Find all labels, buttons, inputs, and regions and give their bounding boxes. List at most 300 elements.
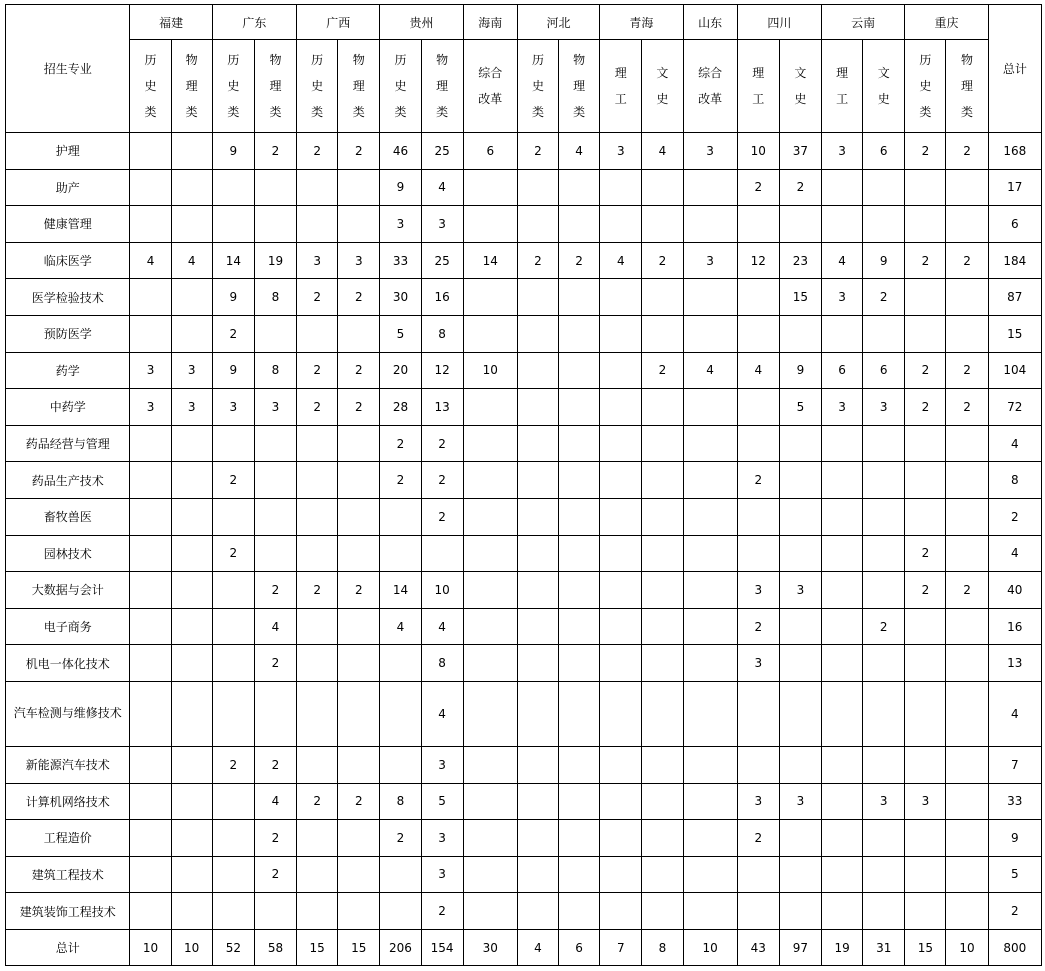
major-name: 大数据与会计 [31, 583, 104, 598]
count-cell [559, 645, 600, 682]
count-cell [171, 856, 212, 893]
count-cell: 3 [905, 783, 946, 820]
count-cell: 4 [683, 352, 737, 389]
count-cell [130, 856, 171, 893]
count-cell [171, 893, 212, 930]
count-cell [600, 169, 642, 206]
count-cell [559, 279, 600, 316]
count-cell [600, 498, 642, 535]
table-row [6, 856, 1042, 893]
count-cell [463, 820, 517, 857]
table-row [6, 681, 1042, 746]
row-total-cell: 33 [988, 783, 1041, 820]
count-cell [822, 746, 863, 783]
count-cell [642, 783, 683, 820]
count-cell [338, 169, 380, 206]
province-header: 福建 [130, 5, 212, 40]
count-cell: 7 [600, 929, 642, 966]
major-cell [6, 746, 130, 783]
table-row [6, 425, 1042, 462]
row-total-cell: 6 [988, 206, 1041, 243]
count-cell: 13 [421, 389, 463, 426]
count-cell [171, 462, 212, 499]
count-cell: 9 [380, 169, 421, 206]
count-cell [254, 681, 296, 746]
count-cell: 3 [683, 133, 737, 170]
count-cell [779, 425, 821, 462]
category-header [171, 40, 212, 133]
count-cell: 2 [380, 820, 421, 857]
count-cell: 15 [338, 929, 380, 966]
count-cell: 15 [779, 279, 821, 316]
table-row [6, 206, 1042, 243]
count-cell [559, 820, 600, 857]
count-cell [600, 206, 642, 243]
count-cell [946, 820, 988, 857]
count-cell [642, 893, 683, 930]
count-cell [946, 425, 988, 462]
count-cell: 3 [254, 389, 296, 426]
count-cell [130, 681, 171, 746]
count-cell: 2 [297, 572, 338, 609]
count-cell [559, 572, 600, 609]
count-cell: 2 [297, 279, 338, 316]
row-total-cell: 4 [988, 681, 1041, 746]
count-cell: 2 [863, 279, 905, 316]
major-name: 总计 [55, 941, 80, 956]
count-cell [338, 681, 380, 746]
count-cell [863, 169, 905, 206]
count-cell [171, 169, 212, 206]
count-cell [254, 893, 296, 930]
category-header [863, 40, 905, 133]
count-cell [338, 315, 380, 352]
count-cell [905, 206, 946, 243]
count-cell: 97 [779, 929, 821, 966]
category-label: 物理类 [573, 53, 586, 119]
count-cell [946, 535, 988, 572]
count-cell: 3 [737, 572, 779, 609]
row-total-cell: 9 [988, 820, 1041, 857]
count-cell [863, 535, 905, 572]
count-cell [171, 820, 212, 857]
count-cell [905, 169, 946, 206]
count-cell: 2 [380, 462, 421, 499]
category-label: 历史类 [531, 53, 544, 119]
count-cell: 2 [212, 535, 254, 572]
category-label: 历史类 [227, 53, 240, 119]
major-cell [6, 242, 130, 279]
count-cell: 4 [737, 352, 779, 389]
count-cell [642, 462, 683, 499]
count-cell [297, 535, 338, 572]
count-cell [600, 572, 642, 609]
count-cell: 8 [254, 352, 296, 389]
count-cell [737, 681, 779, 746]
table-row [6, 352, 1042, 389]
count-cell: 2 [338, 352, 380, 389]
count-cell: 25 [421, 242, 463, 279]
count-cell [171, 279, 212, 316]
count-cell [600, 425, 642, 462]
count-cell: 3 [212, 389, 254, 426]
category-label: 文史 [656, 66, 669, 106]
count-cell [905, 681, 946, 746]
count-cell [171, 572, 212, 609]
province-header: 广东 [212, 5, 296, 40]
total-row [6, 929, 1042, 966]
count-cell [517, 498, 558, 535]
row-total-cell: 15 [988, 315, 1041, 352]
row-total-cell: 104 [988, 352, 1041, 389]
count-cell [737, 893, 779, 930]
count-cell [737, 425, 779, 462]
row-total-cell: 17 [988, 169, 1041, 206]
major-cell [6, 352, 130, 389]
count-cell: 2 [421, 893, 463, 930]
count-cell [642, 572, 683, 609]
count-cell [380, 535, 421, 572]
count-cell: 3 [863, 783, 905, 820]
count-cell [517, 535, 558, 572]
count-cell [683, 315, 737, 352]
count-cell [130, 893, 171, 930]
count-cell [905, 608, 946, 645]
count-cell: 2 [254, 746, 296, 783]
count-cell [822, 783, 863, 820]
count-cell: 23 [779, 242, 821, 279]
category-label: 物理类 [961, 53, 974, 119]
count-cell: 2 [905, 242, 946, 279]
count-cell [822, 645, 863, 682]
count-cell [380, 498, 421, 535]
count-cell [297, 681, 338, 746]
row-total-cell: 13 [988, 645, 1041, 682]
count-cell: 10 [130, 929, 171, 966]
count-cell: 31 [863, 929, 905, 966]
count-cell [517, 893, 558, 930]
count-cell [737, 279, 779, 316]
count-cell: 12 [421, 352, 463, 389]
count-cell [421, 535, 463, 572]
count-cell: 9 [212, 133, 254, 170]
count-cell [212, 645, 254, 682]
count-cell: 3 [297, 242, 338, 279]
count-cell [779, 498, 821, 535]
major-cell [6, 315, 130, 352]
major-cell [6, 681, 130, 746]
count-cell [212, 893, 254, 930]
count-cell: 9 [863, 242, 905, 279]
count-cell [212, 856, 254, 893]
count-cell [517, 746, 558, 783]
count-cell: 3 [737, 645, 779, 682]
category-label: 综合改革 [698, 66, 723, 106]
count-cell [779, 535, 821, 572]
count-cell [254, 425, 296, 462]
major-header: 招生专业 [6, 5, 130, 133]
row-total-cell: 87 [988, 279, 1041, 316]
count-cell: 2 [212, 315, 254, 352]
count-cell: 3 [380, 206, 421, 243]
major-cell [6, 462, 130, 499]
count-cell [642, 279, 683, 316]
major-name: 计算机网络技术 [25, 794, 110, 809]
count-cell [863, 498, 905, 535]
count-cell [822, 608, 863, 645]
count-cell: 2 [338, 783, 380, 820]
count-cell: 33 [380, 242, 421, 279]
count-cell [642, 820, 683, 857]
count-cell: 2 [642, 352, 683, 389]
major-cell [6, 893, 130, 930]
count-cell [863, 856, 905, 893]
count-cell [779, 681, 821, 746]
count-cell [737, 315, 779, 352]
count-cell: 2 [517, 242, 558, 279]
count-cell [683, 645, 737, 682]
row-total-cell: 4 [988, 535, 1041, 572]
count-cell [380, 645, 421, 682]
count-cell [779, 462, 821, 499]
category-label: 综合改革 [478, 66, 503, 106]
table-row [6, 535, 1042, 572]
count-cell: 2 [338, 133, 380, 170]
count-cell: 154 [421, 929, 463, 966]
count-cell [212, 820, 254, 857]
count-cell: 28 [380, 389, 421, 426]
count-cell [212, 608, 254, 645]
count-cell: 10 [171, 929, 212, 966]
count-cell [905, 498, 946, 535]
count-cell: 4 [380, 608, 421, 645]
count-cell [463, 608, 517, 645]
count-cell [130, 133, 171, 170]
count-cell [297, 608, 338, 645]
count-cell [822, 206, 863, 243]
count-cell [338, 425, 380, 462]
count-cell [463, 856, 517, 893]
count-cell [559, 608, 600, 645]
count-cell: 2 [517, 133, 558, 170]
count-cell [822, 893, 863, 930]
category-header [737, 40, 779, 133]
count-cell [254, 169, 296, 206]
count-cell: 2 [254, 856, 296, 893]
count-cell [863, 645, 905, 682]
count-cell: 14 [212, 242, 254, 279]
table-row [6, 462, 1042, 499]
count-cell: 4 [421, 608, 463, 645]
count-cell [642, 498, 683, 535]
category-header [421, 40, 463, 133]
count-cell [946, 315, 988, 352]
count-cell [559, 169, 600, 206]
table-row [6, 498, 1042, 535]
count-cell [905, 820, 946, 857]
major-name: 药品经营与管理 [25, 437, 110, 452]
count-cell [559, 681, 600, 746]
table-row [6, 133, 1042, 170]
category-label: 理工 [752, 66, 765, 106]
enrollment-table [5, 4, 1042, 966]
major-name: 建筑工程技术 [31, 867, 104, 882]
category-header [463, 40, 517, 133]
count-cell [683, 279, 737, 316]
count-cell: 10 [737, 133, 779, 170]
count-cell [946, 645, 988, 682]
major-name: 医学检验技术 [31, 290, 104, 305]
count-cell: 37 [779, 133, 821, 170]
count-cell: 2 [254, 572, 296, 609]
major-cell [6, 535, 130, 572]
count-cell [779, 893, 821, 930]
count-cell: 2 [905, 389, 946, 426]
count-cell: 2 [254, 820, 296, 857]
count-cell [737, 389, 779, 426]
table-row [6, 279, 1042, 316]
table-row [6, 169, 1042, 206]
count-cell: 10 [421, 572, 463, 609]
header-row-provinces [6, 5, 1042, 40]
count-cell: 4 [171, 242, 212, 279]
count-cell: 16 [421, 279, 463, 316]
count-cell [463, 746, 517, 783]
count-cell: 4 [822, 242, 863, 279]
count-cell [517, 279, 558, 316]
category-header [822, 40, 863, 133]
count-cell: 43 [737, 929, 779, 966]
count-cell: 8 [642, 929, 683, 966]
category-header [559, 40, 600, 133]
count-cell [254, 498, 296, 535]
count-cell [822, 535, 863, 572]
major-cell [6, 856, 130, 893]
table-row [6, 315, 1042, 352]
count-cell: 3 [421, 746, 463, 783]
count-cell: 2 [254, 645, 296, 682]
province-header: 青海 [600, 5, 683, 40]
count-cell: 2 [946, 572, 988, 609]
count-cell [297, 498, 338, 535]
province-header: 重庆 [905, 5, 988, 40]
count-cell [130, 783, 171, 820]
count-cell: 3 [421, 206, 463, 243]
count-cell: 2 [863, 608, 905, 645]
province-header: 广西 [297, 5, 380, 40]
count-cell [130, 279, 171, 316]
row-total-cell: 168 [988, 133, 1041, 170]
count-cell: 6 [863, 133, 905, 170]
count-cell [863, 572, 905, 609]
count-cell [779, 746, 821, 783]
count-cell [338, 608, 380, 645]
major-cell [6, 820, 130, 857]
count-cell: 3 [737, 783, 779, 820]
count-cell [297, 893, 338, 930]
count-cell: 46 [380, 133, 421, 170]
count-cell: 20 [380, 352, 421, 389]
count-cell: 2 [297, 133, 338, 170]
count-cell: 3 [171, 389, 212, 426]
row-total-cell: 184 [988, 242, 1041, 279]
count-cell [642, 425, 683, 462]
count-cell: 2 [212, 746, 254, 783]
count-cell [130, 535, 171, 572]
count-cell: 2 [338, 279, 380, 316]
province-header: 山东 [683, 5, 737, 40]
major-name: 中药学 [49, 400, 86, 415]
count-cell [463, 498, 517, 535]
count-cell [822, 820, 863, 857]
count-cell [683, 856, 737, 893]
count-cell [212, 681, 254, 746]
count-cell [297, 206, 338, 243]
count-cell [946, 498, 988, 535]
count-cell [517, 572, 558, 609]
count-cell: 8 [421, 645, 463, 682]
count-cell [863, 746, 905, 783]
count-cell [338, 820, 380, 857]
count-cell [779, 820, 821, 857]
count-cell: 3 [171, 352, 212, 389]
count-cell: 2 [421, 498, 463, 535]
count-cell [297, 856, 338, 893]
count-cell: 2 [297, 783, 338, 820]
category-label: 历史类 [311, 53, 324, 119]
major-cell [6, 206, 130, 243]
row-total-cell: 2 [988, 893, 1041, 930]
count-cell [171, 783, 212, 820]
count-cell: 3 [600, 133, 642, 170]
table-row [6, 242, 1042, 279]
count-cell: 2 [421, 425, 463, 462]
table-row [6, 572, 1042, 609]
count-cell: 2 [905, 572, 946, 609]
count-cell [683, 820, 737, 857]
count-cell: 52 [212, 929, 254, 966]
major-name: 工程造价 [43, 831, 92, 846]
count-cell [517, 352, 558, 389]
category-header [297, 40, 338, 133]
count-cell: 3 [421, 856, 463, 893]
count-cell [683, 462, 737, 499]
count-cell [822, 856, 863, 893]
count-cell [130, 608, 171, 645]
count-cell: 2 [946, 242, 988, 279]
count-cell [130, 425, 171, 462]
row-total-cell: 7 [988, 746, 1041, 783]
count-cell [130, 498, 171, 535]
count-cell [600, 746, 642, 783]
count-cell: 5 [779, 389, 821, 426]
count-cell [171, 206, 212, 243]
count-cell: 2 [737, 608, 779, 645]
count-cell [559, 856, 600, 893]
count-cell [517, 608, 558, 645]
table-row [6, 746, 1042, 783]
count-cell [463, 425, 517, 462]
count-cell: 5 [380, 315, 421, 352]
count-cell [863, 315, 905, 352]
category-header [905, 40, 946, 133]
count-cell [559, 498, 600, 535]
count-cell [338, 462, 380, 499]
table-row [6, 608, 1042, 645]
count-cell [130, 572, 171, 609]
count-cell: 2 [212, 462, 254, 499]
count-cell: 4 [600, 242, 642, 279]
